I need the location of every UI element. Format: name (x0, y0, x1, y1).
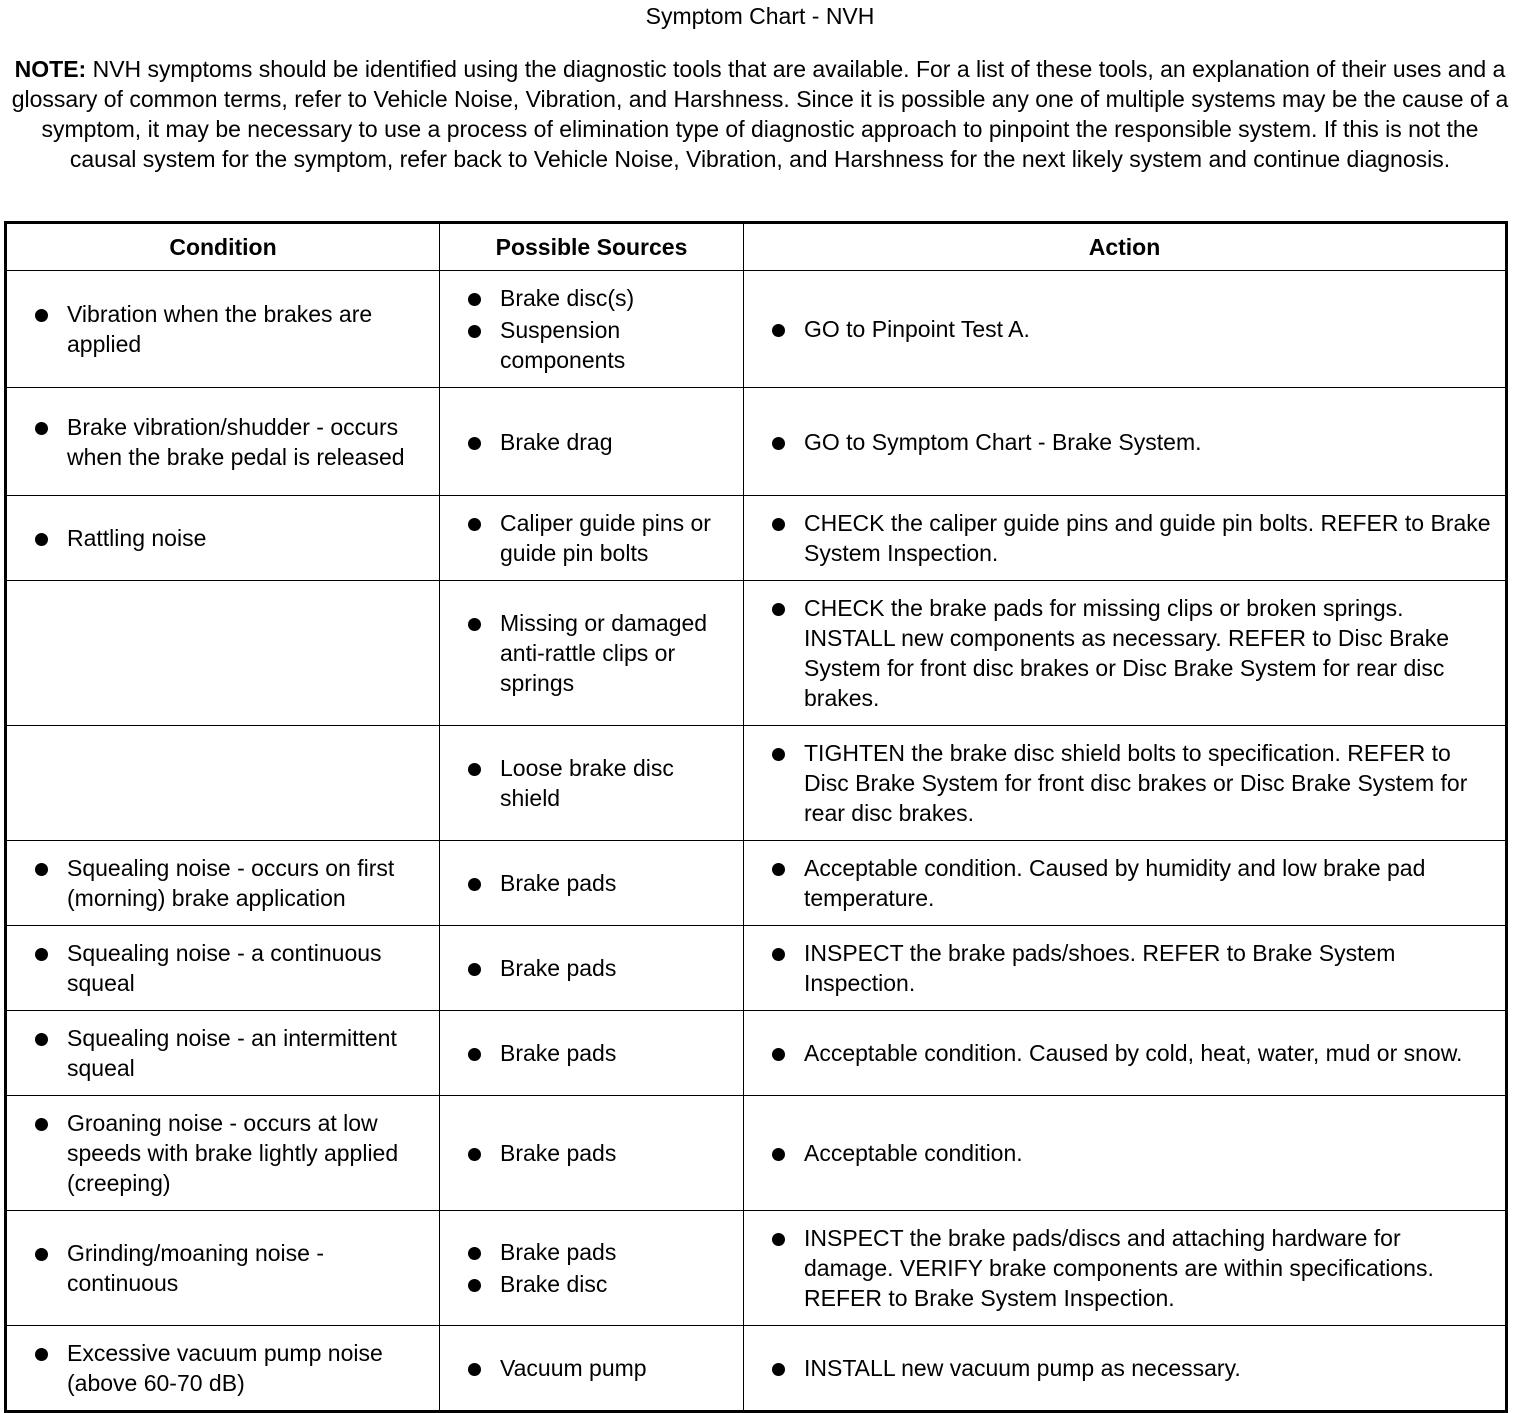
bullet-item: Brake pads (464, 868, 733, 898)
bullet-item: Brake pads (464, 953, 733, 983)
bullet-list (440, 741, 743, 825)
table-row (6, 1211, 1507, 1326)
condition-cell (6, 496, 440, 581)
bullet-list (440, 1225, 743, 1311)
bullet-list (7, 841, 439, 925)
bullet-list (7, 1226, 439, 1310)
sources-cell (440, 841, 744, 926)
bullet-list (7, 511, 439, 565)
sources-cell (440, 496, 744, 581)
bullet-item: Brake pads (464, 1237, 733, 1267)
bullet-list (744, 415, 1505, 469)
bullet-list (744, 1026, 1505, 1080)
bullet-list (440, 1341, 743, 1395)
note-label: NOTE: (14, 56, 87, 82)
sources-cell (440, 1326, 744, 1412)
action-cell (744, 1211, 1507, 1326)
note-paragraph (8, 54, 1512, 174)
bullet-list (440, 271, 743, 387)
sources-cell (440, 1096, 744, 1211)
bullet-list (440, 496, 743, 580)
bullet-list (7, 400, 439, 484)
bullet-item: Suspension components (464, 315, 733, 375)
bullet-item: Squealing noise - occurs on first (morning) brake application (31, 853, 429, 913)
condition-cell (6, 581, 440, 726)
table-row (6, 271, 1507, 388)
action-cell (744, 388, 1507, 496)
bullet-list (744, 841, 1505, 925)
table-row (6, 581, 1507, 726)
bullet-list (744, 581, 1505, 725)
action-cell (744, 271, 1507, 388)
bullet-item: GO to Pinpoint Test A. (768, 314, 1491, 344)
bullet-list (440, 1026, 743, 1080)
bullet-item: Groaning noise - occurs at low speeds with brake lightly applied (creeping) (31, 1108, 429, 1198)
symptom-chart-table (4, 221, 1508, 1413)
bullet-item: INSTALL new vacuum pump as necessary. (768, 1353, 1491, 1383)
bullet-list (440, 415, 743, 469)
bullet-item: Brake pads (464, 1038, 733, 1068)
table-row (6, 1096, 1507, 1211)
bullet-item: CHECK the brake pads for missing clips or broken springs. INSTALL new components as necessary. REFER to Disc Brake System for front disc brakes or Disc Brake System for rear disc brakes. (768, 593, 1491, 713)
header-action: Action (744, 223, 1507, 271)
table-body (6, 271, 1507, 1412)
bullet-item: CHECK the caliper guide pins and guide pin bolts. REFER to Brake System Inspection. (768, 508, 1491, 568)
bullet-item: Vacuum pump (464, 1353, 733, 1383)
action-cell (744, 1096, 1507, 1211)
bullet-item: Acceptable condition. Caused by cold, heat, water, mud or snow. (768, 1038, 1491, 1068)
bullet-list (744, 1341, 1505, 1395)
condition-cell (6, 1096, 440, 1211)
bullet-list (744, 302, 1505, 356)
bullet-list (744, 926, 1505, 1010)
bullet-list (7, 926, 439, 1010)
sources-cell (440, 1011, 744, 1096)
action-cell (744, 726, 1507, 841)
bullet-item: GO to Symptom Chart - Brake System. (768, 427, 1491, 457)
action-cell (744, 496, 1507, 581)
condition-cell (6, 926, 440, 1011)
bullet-list (7, 1326, 439, 1410)
action-cell (744, 581, 1507, 726)
header-possible-sources: Possible Sources (440, 223, 744, 271)
bullet-item: Brake drag (464, 427, 733, 457)
condition-cell (6, 841, 440, 926)
table-row (6, 496, 1507, 581)
bullet-list (744, 726, 1505, 840)
bullet-item: TIGHTEN the brake disc shield bolts to specification. REFER to Disc Brake System for front disc brakes or Disc Brake System for rear disc brakes. (768, 738, 1491, 828)
sources-cell (440, 1211, 744, 1326)
bullet-item: INSPECT the brake pads/shoes. REFER to Brake System Inspection. (768, 938, 1491, 998)
bullet-item: Brake disc(s) (464, 283, 733, 313)
condition-cell (6, 1326, 440, 1412)
note-text: NVH symptoms should be identified using the diagnostic tools that are available. For a list of these tools, an explanation of their uses and a glossary of common terms, refer to Vehicle Noise, Vibration, and Harshness. Since it is possible any one of multiple systems may be the cause of a symptom, it may be necessary to use a process of elimination type of diagnostic approach to pinpoint the responsible system. If this is not the causal system for the symptom, refer back to Vehicle Noise, Vibration, and Harshness for the next likely system and continue diagnosis. (11, 56, 1509, 172)
page-title: Symptom Chart - NVH (645, 3, 875, 29)
bullet-item: Grinding/moaning noise - continuous (31, 1238, 429, 1298)
sources-cell (440, 726, 744, 841)
bullet-item: Brake vibration/shudder - occurs when the brake pedal is released (31, 412, 429, 472)
condition-cell (6, 271, 440, 388)
bullet-item: Brake pads (464, 1138, 733, 1168)
table-row (6, 926, 1507, 1011)
bullet-item: Rattling noise (31, 523, 429, 553)
bullet-item: Acceptable condition. (768, 1138, 1491, 1168)
table-row (6, 841, 1507, 926)
condition-cell (6, 726, 440, 841)
bullet-list (440, 1126, 743, 1180)
bullet-item: Brake disc (464, 1269, 733, 1299)
bullet-list (7, 1096, 439, 1210)
condition-cell (6, 1011, 440, 1096)
action-cell (744, 1326, 1507, 1412)
table-row (6, 726, 1507, 841)
bullet-list (744, 496, 1505, 580)
bullet-item: Loose brake disc shield (464, 753, 733, 813)
bullet-list (7, 287, 439, 371)
action-cell (744, 926, 1507, 1011)
bullet-list (440, 596, 743, 710)
sources-cell (440, 581, 744, 726)
table-row (6, 388, 1507, 496)
condition-cell (6, 1211, 440, 1326)
bullet-item: Acceptable condition. Caused by humidity and low brake pad temperature. (768, 853, 1491, 913)
header-condition: Condition (6, 223, 440, 271)
bullet-item: Squealing noise - a continuous squeal (31, 938, 429, 998)
condition-cell (6, 388, 440, 496)
table-header-row (6, 223, 1507, 271)
action-cell (744, 841, 1507, 926)
bullet-item: Caliper guide pins or guide pin bolts (464, 508, 733, 568)
bullet-list (744, 1211, 1505, 1325)
table-row (6, 1326, 1507, 1412)
sources-cell (440, 926, 744, 1011)
bullet-list (7, 1011, 439, 1095)
bullet-item: INSPECT the brake pads/discs and attaching hardware for damage. VERIFY brake components are within specifications. REFER to Brake System Inspection. (768, 1223, 1491, 1313)
bullet-item: Excessive vacuum pump noise (above 60-70 dB) (31, 1338, 429, 1398)
table-row (6, 1011, 1507, 1096)
bullet-item: Squealing noise - an intermittent squeal (31, 1023, 429, 1083)
bullet-list (440, 856, 743, 910)
bullet-list (744, 1126, 1505, 1180)
bullet-item: Vibration when the brakes are applied (31, 299, 429, 359)
bullet-item: Missing or damaged anti-rattle clips or springs (464, 608, 733, 698)
sources-cell (440, 388, 744, 496)
action-cell (744, 1011, 1507, 1096)
bullet-list (440, 941, 743, 995)
sources-cell (440, 271, 744, 388)
